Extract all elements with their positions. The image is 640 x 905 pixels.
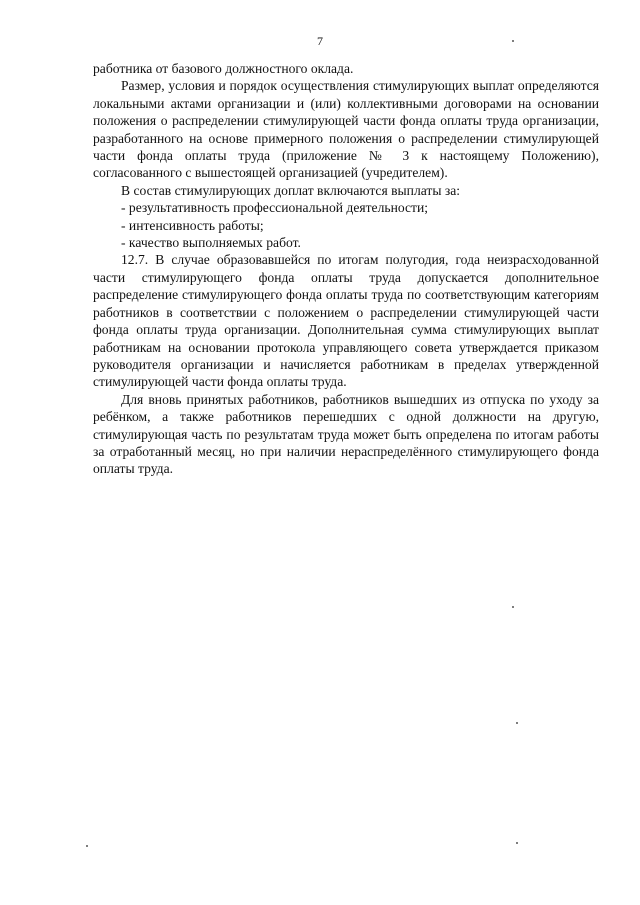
paragraph-list-intro: В состав стимулирующих доплат включаются выплаты за:: [121, 182, 461, 198]
list-item: - результативность профессиональной деятельности;: [121, 200, 429, 216]
paragraph-stimulating-payments: Размер, условия и порядок осуществления стимулирующих выплат определяются локальными актами организации и (или) коллективными договорами на основании положения о распределении стимулирующей части фонда оплаты труда организации, разработанного на основе примерного положения о распределении стимулирующей части фонда оплаты труда (приложение № 3 к настоящему Положению), согласованного с вышестоящей организацией (учредителем).: [93, 78, 599, 181]
scan-speck: [86, 845, 88, 847]
document-body: [93, 60, 599, 478]
scan-speck: [512, 606, 514, 608]
list-item: - качество выполняемых работ.: [121, 235, 301, 251]
scan-speck: [516, 842, 518, 844]
paragraph-new-employees: Для вновь принятых работников, работников вышедших из отпуска по уходу за ребёнком, а также работников перешедших с одной должности на другую, стимулирующая часть по результатам труда может быть определена по итогам работы за отработанный месяц, но при наличии нераспределённого стимулирующего фонда оплаты труда.: [93, 391, 599, 477]
paragraph-section-12-7: 12.7. В случае образовавшейся по итогам полугодия, года неизрасходованной части стимулирующего фонда оплаты труда допускается дополнительное распределение стимулирующего фонда оплаты труда по соответствующим категориям работников в соответствии с положением о распределении стимулирующей части фонда оплаты труда организации. Дополнительная сумма стимулирующих выплат работникам на основании протокола управляющего совета утверждается приказом руководителя организации и начисляется работникам в пределах утвержденной стимулирующей части фонда оплаты труда.: [93, 252, 599, 390]
page-number: 7: [317, 34, 323, 48]
paragraph-continuation: работника от базового должностного оклада.: [93, 61, 354, 76]
scan-speck: [512, 40, 514, 42]
scan-speck: [516, 722, 518, 724]
list-item: - интенсивность работы;: [121, 217, 264, 233]
